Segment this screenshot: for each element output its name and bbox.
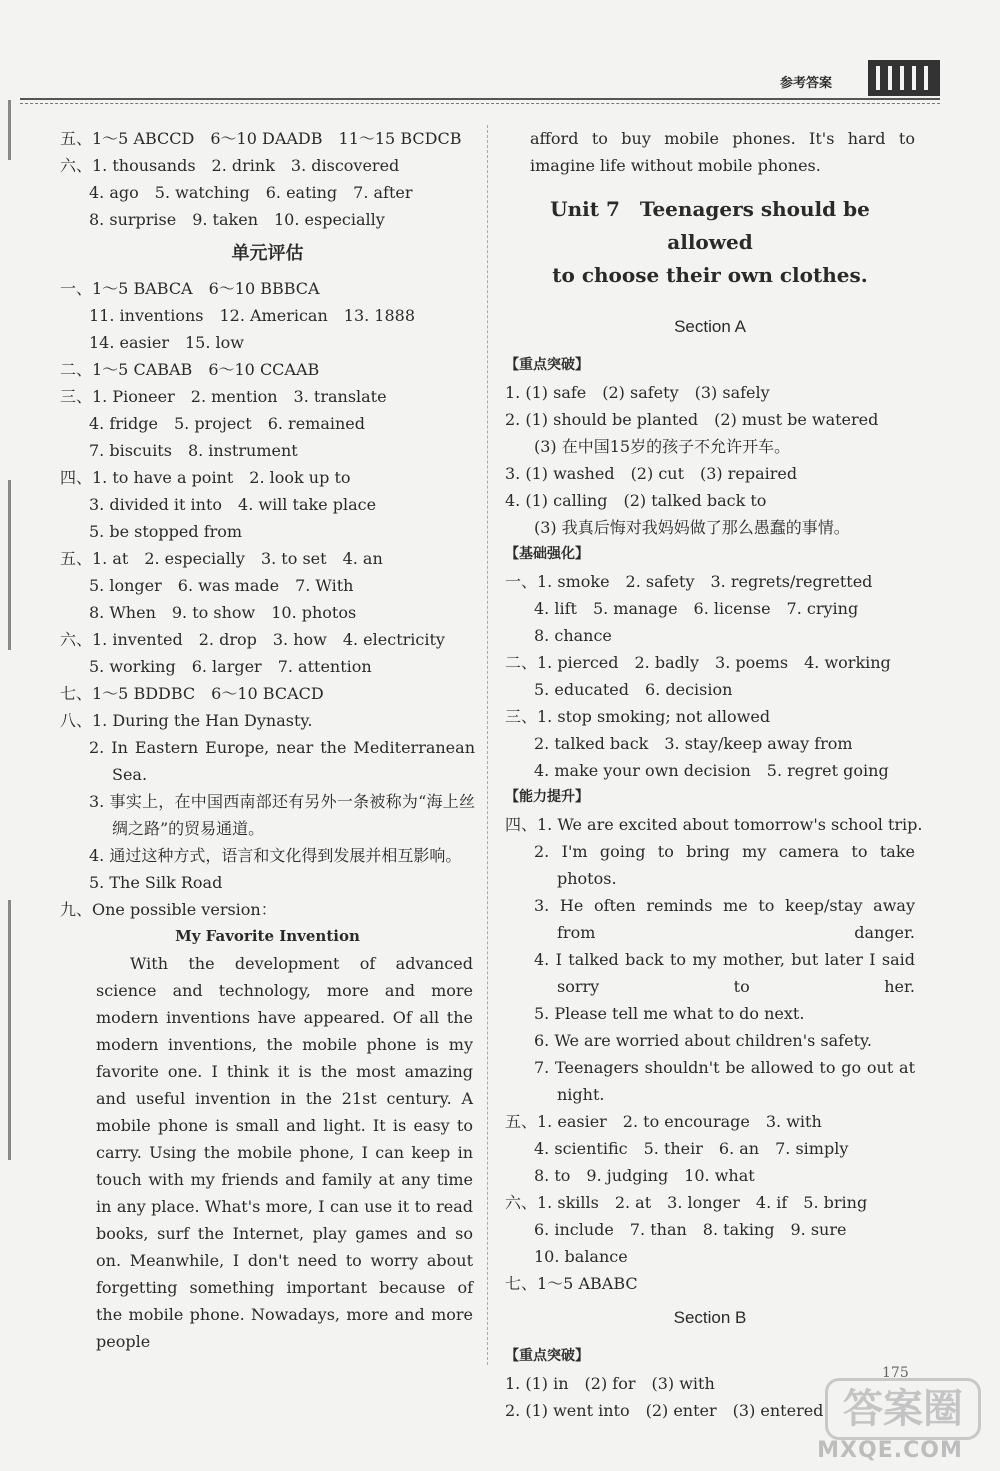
answer-line: 5. Please tell me what to do next. [534,1004,805,1023]
answer-line: 4. (1) calling (2) talked back to [505,491,767,510]
answer-line: 1. (1) in (2) for (3) with [505,1374,715,1393]
answer-line: 4. ago 5. watching 6. eating 7. after [89,183,413,202]
answer-line: 七、1～5 BDDBC 6～10 BCACD [60,684,324,703]
unit-title-line-2: to choose their own clothes. [552,263,868,287]
answer-line: 九、One possible version： [60,900,277,919]
answer-line: 四、1. to have a point 2. look up to [60,468,351,487]
subsection-tag: 【基础强化】 [505,546,589,562]
watermark-logo [795,1378,985,1466]
page-number: 175 [882,1365,909,1381]
answer-line: 2. talked back 3. stay/keep away from [534,734,853,753]
essay-paragraph-continued: afford to buy mobile phones. It's hard to imagine life without mobile phones. [530,129,915,175]
answer-line: 三、1. stop smoking; not allowed [505,707,771,726]
binding-edge-mark [8,900,11,1160]
watermark-badge: 答案圈 [825,1378,981,1440]
answer-line: 五、1～5 ABCCD 6～10 DAADB 11～15 BCDCB [60,129,462,148]
unit-title [505,193,915,292]
answer-line: 6. We are worried about children's safety. [534,1031,872,1050]
answer-line: 六、1. invented 2. drop 3. how 4. electricity [60,630,445,649]
answer-line: 5. educated 6. decision [534,680,733,699]
answer-line: 14. easier 15. low [89,333,244,352]
subsection-tag: 【重点突破】 [505,1348,589,1364]
answer-line: 2. (1) should be planted (2) must be watered [505,410,879,429]
header-rule-dashed [20,103,940,104]
answer-line: 三、1. Pioneer 2. mention 3. translate [60,387,387,406]
answer-line: 二、1～5 CABAB 6～10 CCAAB [60,360,320,379]
answer-line: 5. working 6. larger 7. attention [89,657,372,676]
column-divider [487,125,488,1365]
answer-line: 8. When 9. to show 10. photos [89,603,357,622]
answer-line: 七、1～5 ABABC [505,1274,638,1293]
header-barcode-decoration [868,60,940,96]
unit-assessment-heading: 单元评估 [231,243,304,264]
essay-paragraph: With the development of advanced science and technology, more and more modern inventions have appeared. Of all the modern inventions, the mobile phone is my favorite one. I think it is the most amazing and useful invention in the 21st century. A mobile phone is small and light. It is easy to carry. Using the mobile phone, I can keep in touch with my friends and family at any time in any place. What's more, I can use it to read books, surf the Internet, play games and so on. Meanwhile, I don't need to worry about forgetting something important because of the mobile phone. Nowadays, more and more people [96,954,473,1351]
binding-edge-mark [8,480,11,650]
answer-line: 二、1. pierced 2. badly 3. poems 4. working [505,653,891,672]
header-rule [20,98,940,100]
watermark-url: MXQE.COM [817,1438,963,1463]
binding-edge-mark [8,100,11,160]
answer-line: 1. (1) safe (2) safety (3) safely [505,383,770,402]
answer-line: 六、1. skills 2. at 3. longer 4. if 5. bring [505,1193,868,1212]
unit-title-line-1: Unit 7 Teenagers should be allowed [550,197,870,254]
answer-line: 6. include 7. than 8. taking 9. sure [534,1220,847,1239]
answer-paragraph: 2. In Eastern Europe, near the Mediterranean Sea. [89,738,475,784]
answer-line: 四、1. We are excited about tomorrow's school trip. [505,815,923,834]
answer-line: 8. chance [534,626,612,645]
answer-paragraph: 4. 通过这种方式，语言和文化得到发展并相互影响。 [89,846,462,865]
answer-line: (3) 我真后悔对我妈妈做了那么愚蠢的事情。 [534,518,850,537]
answer-line: 2. (1) went into (2) enter (3) entered [505,1401,824,1420]
answer-line: 六、1. thousands 2. drink 3. discovered [60,156,400,175]
answer-line: 五、1. easier 2. to encourage 3. with [505,1112,822,1131]
answer-line: 3. (1) washed (2) cut (3) repaired [505,464,798,483]
answer-line: 5. be stopped from [89,522,243,541]
answer-line: 八、1. During the Han Dynasty. [60,711,313,730]
answer-paragraph: 3. He often reminds me to keep/stay away from danger. [534,896,915,942]
answer-paragraph: 3. 事实上，在中国西南部还有另外一条被称为“海上丝绸之路”的贸易通道。 [89,792,475,838]
answer-line: 5. longer 6. was made 7. With [89,576,354,595]
answer-paragraph: 4. I talked back to my mother, but later I said sorry to her. [534,950,915,996]
answer-line: 8. to 9. judging 10. what [534,1166,755,1185]
subsection-tag: 【能力提升】 [505,789,589,805]
answer-paragraph: 7. Teenagers shouldn't be allowed to go out at night. [534,1058,915,1104]
answer-line: (3) 在中国15岁的孩子不允许开车。 [534,437,791,456]
answer-line: 一、1～5 BABCA 6～10 BBBCA [60,279,320,298]
left-column [60,125,475,1355]
answer-line: 4. scientific 5. their 6. an 7. simply [534,1139,849,1158]
answer-paragraph: 2. I'm going to bring my camera to take photos. [534,842,915,888]
answer-line: 3. divided it into 4. will take place [89,495,377,514]
subsection-tag: 【重点突破】 [505,357,589,373]
essay-title: My Favorite Invention [175,927,360,945]
answer-line: 4. lift 5. manage 6. license 7. crying [534,599,859,618]
answer-line: 5. The Silk Road [89,873,223,892]
answer-line: 10. balance [534,1247,628,1266]
section-b-heading: Section B [673,1308,747,1327]
answer-line: 一、1. smoke 2. safety 3. regrets/regretted [505,572,873,591]
answer-line: 五、1. at 2. especially 3. to set 4. an [60,549,383,568]
answer-line: 11. inventions 12. American 13. 1888 [89,306,416,325]
answer-line: 4. fridge 5. project 6. remained [89,414,366,433]
answer-line: 7. biscuits 8. instrument [89,441,298,460]
answer-line: 4. make your own decision 5. regret going [534,761,889,780]
section-a-heading: Section A [674,317,746,336]
header-label: 参考答案 [780,76,833,91]
answer-line: 8. surprise 9. taken 10. especially [89,210,385,229]
